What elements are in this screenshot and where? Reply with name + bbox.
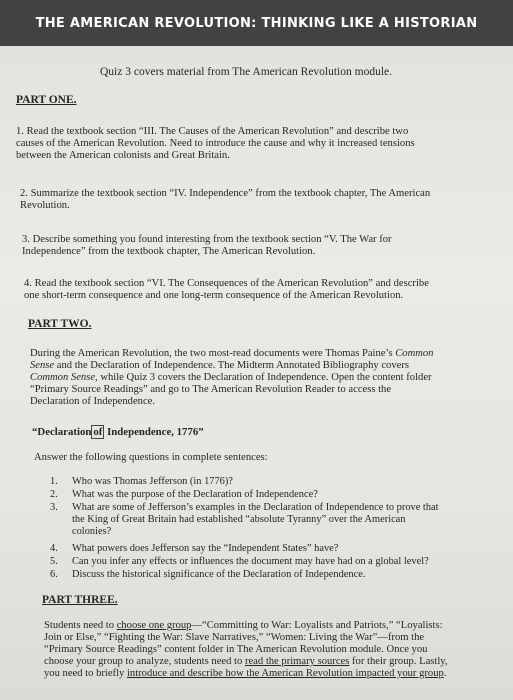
intro-line: Quiz 3 covers material from The American Revolution module. bbox=[100, 66, 392, 78]
document-page: Quiz 3 covers material from The American Revolution module. PART ONE. 1. Read the textbook section “III. The Causes of the American Revolution” and describe two causes of the American Revolution. Need to introduce the cause and why it increased tensions between the American colonists and Great Britain. 2. Summarize the textbook section “IV. Independence” from the textbook chapter, The American Revolution. 3. Describe something you found interesting from the textbook section “V. The War for Independence” from the textbook chapter, The American Revolution. 4. Read the textbook section “VI. The Consequences of the American Revolution” and describe one short-term consequence and one long-term consequence of the American Revolution. PART TWO. During the American Revolution, the two most-read documents were Thomas Paine’s Common Sense and the Declaration of Independence. The Midterm Annotated Bibliography covers Common Sense, while Quiz 3 covers the Declaration of Independence. Open the content folder “Primary Source Readings” and go to The American Revolution Reader to access the Declaration of Independence. “Declaration of Independence, 1776” Answer the following questions in complete sentences: 1. Who was Thomas Jefferson (in 1776)? 2. What was the purpose of the Declaration of Independence? 3. What are some of Jefferson’s examples in the Declaration of Independence to prove that the King of Great Britain had established “absolute Tyranny” over the American colonies? 4. What powers does Jefferson say the “Independent States” have? 5. Can you infer any effects or influences the document may have had on a global level? 6. Discuss the historical significance of the Declaration of Independence. PART THREE. Students need to choose one group—“Committing to War: Loyalists and Patriots,” “Loyalists: Join or Else,” “Fighting the War: Slave Narratives,” “Women: Living the War”—from the “Primary Source Readings” content folder in The American Revolution module. Once you choose your group to analyze, students need to read the primary sources for their group. Lastly, you need to briefly introduce and describe how the American Revolution impacted your group. bbox=[0, 46, 513, 700]
page-header bbox=[0, 0, 513, 46]
part-three-paragraph: Students need to choose one group—“Committing to War: Loyalists and Patriots,” “Loyalists: Join or Else,” “Fighting the War: Slave Narratives,” “Women: Living the War”—from the “Primary Source Readings” content folder in The American Revolution module. Once you choose your group to analyze, students need to read the primary sources for their group. Lastly, you need to briefly introduce and describe how the American Revolution impacted your group. bbox=[44, 620, 448, 679]
part-two-heading: PART TWO. bbox=[28, 318, 92, 330]
part-three-heading: PART THREE. bbox=[42, 594, 118, 606]
instructions: Answer the following questions in complete sentences: bbox=[34, 452, 268, 463]
part-one-item-3: 3. Describe something you found interesting from the textbook section “V. The War for Independence” from the textbook chapter, The American Revolution. bbox=[22, 234, 392, 257]
page-title: THE AMERICAN REVOLUTION: THINKING LIKE A HISTORIAN bbox=[35, 15, 478, 31]
part-one-item-2: 2. Summarize the textbook section “IV. Independence” from the textbook chapter, The American Revolution. bbox=[20, 188, 431, 211]
part-one-item-1: 1. Read the textbook section “III. The Causes of the American Revolution” and describe two causes of the American Revolution. Need to introduce the cause and why it increased tensions between the American colonists and Great Britain. bbox=[16, 126, 415, 161]
document-title: “Declaration of Independence, 1776” bbox=[32, 426, 204, 438]
part-one-item-4: 4. Read the textbook section “VI. The Consequences of the American Revolution” and describe one short-term consequence and one long-term consequence of the American Revolution. bbox=[24, 278, 429, 301]
part-two-paragraph: During the American Revolution, the two most-read documents were Thomas Paine’s Common Sense and the Declaration of Independence. The Midterm Annotated Bibliography covers Common Sense, while Quiz 3 covers the Declaration of Independence. Open the content folder “Primary Source Readings” and go to The American Revolution Reader to access the Declaration of Independence. bbox=[30, 348, 434, 407]
part-one-heading: PART ONE. bbox=[16, 94, 77, 106]
question-item: 3. What are some of Jefferson’s examples in the Declaration of Independence to prove that the King of Great Britain had established “absolute Tyranny” over the American colonies? bbox=[50, 502, 439, 537]
